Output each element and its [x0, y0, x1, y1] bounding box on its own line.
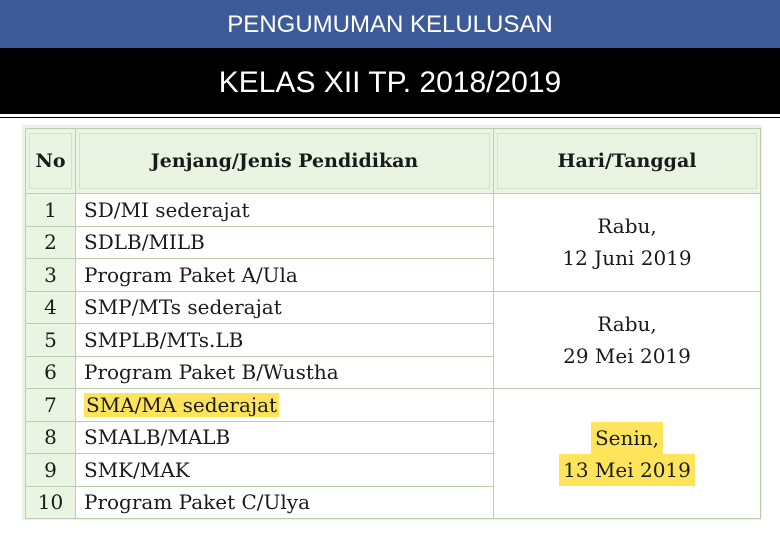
jenjang-cell: SD/MI sederajat [76, 194, 494, 227]
table-row [26, 291, 761, 324]
jenjang-cell: Program Paket B/Wustha [76, 356, 494, 389]
row-number: 7 [26, 389, 76, 422]
row-number: 1 [26, 194, 76, 227]
column-header-tanggal: Hari/Tanggal [494, 129, 761, 194]
separator-line [0, 117, 780, 118]
row-number: 2 [26, 226, 76, 259]
row-number: 10 [26, 486, 76, 519]
date-day: Rabu, [597, 311, 657, 336]
date-value: 13 Mei 2019 [559, 454, 695, 486]
table-row [26, 389, 761, 422]
date-cell [494, 194, 761, 292]
row-number: 4 [26, 291, 76, 324]
jenjang-cell: SMALB/MALB [76, 421, 494, 454]
table-row [26, 194, 761, 227]
row-number: 9 [26, 454, 76, 487]
date-day: Senin, [591, 422, 663, 454]
row-number: 5 [26, 324, 76, 357]
date-value: 29 Mei 2019 [563, 343, 691, 368]
jenjang-cell: SMK/MAK [76, 454, 494, 487]
row-number: 8 [26, 421, 76, 454]
column-header-no: No [26, 129, 76, 194]
date-value: 12 Juni 2019 [562, 246, 692, 271]
column-header-jenjang: Jenjang/Jenis Pendidikan [76, 129, 494, 194]
jenjang-cell: SMP/MTs sederajat [76, 291, 494, 324]
date-cell [494, 291, 761, 389]
jenjang-cell-highlighted [76, 389, 494, 422]
row-number: 3 [26, 259, 76, 292]
jenjang-cell: Program Paket A/Ula [76, 259, 494, 292]
jenjang-cell: SMPLB/MTs.LB [76, 324, 494, 357]
jenjang-cell: Program Paket C/Ulya [76, 486, 494, 519]
row-number: 6 [26, 356, 76, 389]
page-subtitle: KELAS XII TP. 2018/2019 [0, 48, 780, 114]
highlight-mark: SMA/MA sederajat [86, 392, 278, 417]
table-header-row [26, 129, 761, 194]
jenjang-cell: SDLB/MILB [76, 226, 494, 259]
date-day: Rabu, [597, 214, 657, 239]
page-title: PENGUMUMAN KELULUSAN [0, 0, 780, 48]
schedule-table [25, 128, 761, 519]
date-cell [494, 389, 761, 519]
